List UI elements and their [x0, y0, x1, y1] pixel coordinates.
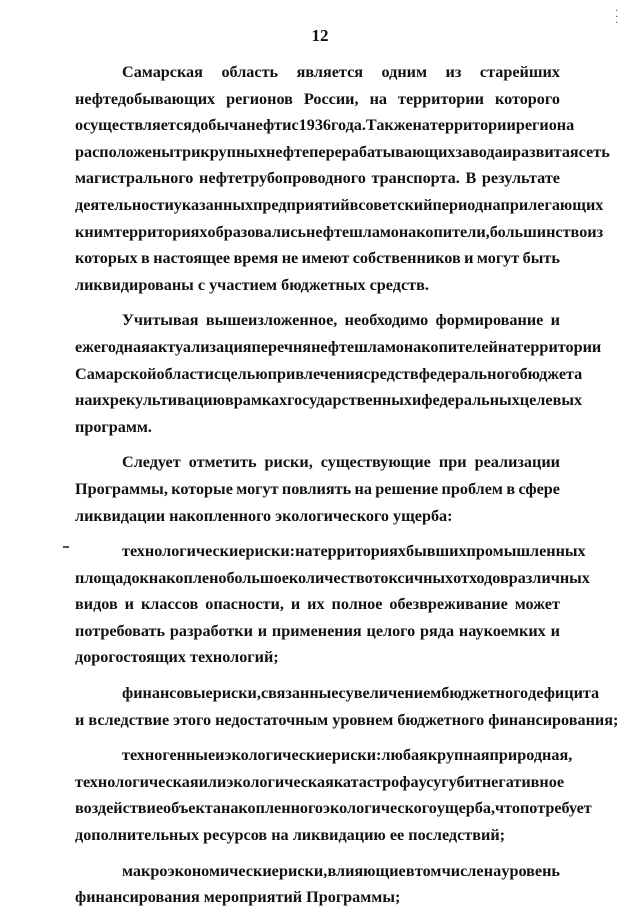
word: быть	[522, 249, 560, 268]
word: с	[213, 364, 222, 383]
word: территории	[429, 116, 516, 135]
word: осуществляется	[75, 116, 192, 135]
word: Учитывая	[122, 311, 199, 330]
word: территории	[515, 337, 602, 356]
word: нефтеперерабатывающих	[266, 142, 456, 161]
word: имеют	[301, 249, 350, 268]
word: деятельности	[75, 195, 174, 214]
word: перечня	[251, 337, 312, 356]
word: завода	[455, 142, 503, 161]
word: которые	[171, 479, 233, 498]
paragraph	[75, 449, 560, 529]
word: Следует	[122, 453, 181, 472]
word: область	[221, 63, 279, 81]
word: и	[290, 595, 301, 614]
word: или	[198, 772, 227, 791]
word: сеть	[578, 142, 610, 161]
word: при	[438, 453, 467, 472]
word: образовались	[207, 222, 307, 241]
word: экологическая	[226, 772, 334, 791]
word: ущерба,	[436, 799, 496, 818]
word: и	[215, 746, 225, 765]
word: повлиять	[281, 479, 352, 498]
word: токсичных	[372, 568, 454, 587]
word: федерального	[418, 364, 520, 383]
word: их	[307, 595, 325, 614]
word: в	[349, 195, 359, 214]
word: собственников	[352, 249, 461, 268]
word: целевых	[519, 391, 583, 410]
word: и	[550, 311, 560, 330]
word: может	[514, 595, 560, 614]
text-line: программ.	[75, 417, 152, 436]
paragraph	[75, 858, 560, 911]
word: советский	[358, 195, 433, 214]
text-line	[75, 538, 586, 565]
paragraph	[75, 538, 590, 671]
text-line: ликвидированы с участием бюджетных средств.	[75, 275, 429, 294]
word: в	[506, 479, 516, 498]
word: крупных	[200, 142, 267, 161]
text-line	[75, 219, 604, 246]
word: года.	[331, 116, 366, 135]
word: решение	[375, 479, 439, 498]
word: ним	[84, 222, 115, 241]
paragraph-gap	[75, 440, 560, 449]
word: период	[432, 195, 484, 214]
word: риски:	[331, 746, 382, 765]
word: из	[587, 222, 604, 241]
word: существующие	[320, 453, 431, 472]
word: настоящее	[153, 249, 231, 268]
word: которых	[75, 249, 138, 268]
text-line	[75, 795, 592, 822]
word: классов	[140, 595, 199, 614]
word: три	[173, 142, 201, 161]
word: и	[257, 621, 268, 640]
word: формирование	[435, 311, 544, 330]
text-line	[75, 387, 583, 414]
word: федеральных	[421, 391, 520, 410]
word: отходов	[453, 568, 509, 587]
paragraph	[75, 307, 602, 440]
word: на	[483, 195, 501, 214]
word: необходимо	[344, 311, 429, 330]
word: реализации	[474, 453, 560, 472]
word: магистрального	[75, 169, 194, 188]
word: макроэкономические	[122, 861, 279, 880]
text-line: дорогостоящих технологий;	[75, 648, 279, 667]
word: целью	[221, 364, 268, 383]
word: катастрофа	[333, 772, 419, 791]
word: ежегодная	[75, 337, 150, 356]
word: площадок	[75, 568, 149, 587]
word: любая	[381, 746, 428, 765]
text-line	[75, 139, 610, 166]
word: большинство	[489, 222, 588, 241]
word: влияющие	[327, 861, 406, 880]
word: различных	[508, 568, 590, 587]
word: их	[92, 391, 110, 410]
word: потребует	[519, 799, 592, 818]
word: что	[495, 799, 520, 818]
body-text	[75, 59, 619, 911]
word: не	[281, 249, 299, 268]
word: количество	[288, 568, 373, 587]
word: проблем	[441, 479, 503, 498]
word: нефтедобывающих	[75, 89, 216, 108]
word: дефицита	[528, 684, 600, 703]
word: том	[414, 861, 442, 880]
word: нефтешламонакопителей	[311, 337, 498, 356]
paragraph-gap	[75, 529, 560, 538]
word: является	[296, 63, 364, 81]
word: привлечения	[267, 364, 364, 383]
word: и	[124, 595, 134, 614]
paragraph	[75, 59, 610, 298]
text-line	[75, 618, 560, 645]
word: в	[141, 249, 150, 268]
word: финансовые	[122, 684, 213, 703]
word: время	[233, 249, 279, 268]
word: бюджета	[519, 364, 583, 383]
word: риски,	[264, 453, 313, 472]
word: воздействие	[75, 799, 164, 818]
word: региона	[515, 116, 575, 135]
word: результате	[481, 169, 560, 188]
word: Самарская	[122, 63, 203, 81]
text-line	[75, 59, 560, 86]
word: риски,	[212, 684, 261, 703]
word: опасности,	[205, 595, 284, 614]
word: области	[156, 364, 214, 383]
text-line	[75, 192, 604, 219]
word: России,	[303, 89, 359, 108]
word: указанных	[173, 195, 254, 214]
text-line	[75, 742, 573, 769]
word: крупная	[427, 746, 490, 765]
word: государственных	[287, 391, 412, 410]
word: рекультивацию	[109, 391, 225, 410]
word: наукоемких	[458, 621, 546, 640]
word: Самарской	[75, 364, 157, 383]
word: средств	[363, 364, 419, 383]
word: в	[224, 391, 234, 410]
word: обезвреживание	[389, 595, 508, 614]
word: связанные	[260, 684, 339, 703]
text-line	[75, 112, 575, 139]
word: сфере	[518, 479, 560, 498]
word: усугубит	[418, 772, 482, 791]
word: старейших	[479, 63, 560, 81]
text-line	[75, 769, 565, 796]
word: целого	[366, 621, 416, 640]
word: из	[445, 63, 462, 81]
word: экологического	[323, 799, 437, 818]
paragraph-gap	[75, 849, 560, 858]
text-line: дополнительных ресурсов на ликвидацию ее последствий;	[75, 826, 506, 845]
word: применения	[271, 621, 362, 640]
word: нефтетрубопроводного	[199, 169, 366, 188]
word: на	[295, 542, 313, 561]
word: ряда	[420, 621, 455, 640]
word: могут	[236, 479, 279, 498]
text-line	[75, 245, 560, 272]
text-line	[75, 680, 600, 707]
word: экологические	[224, 746, 332, 765]
word: актуализация	[149, 337, 252, 356]
text-line: и вследствие этого недостаточным уровнем бюджетного финансирования;	[75, 710, 619, 729]
word: числе	[441, 861, 484, 880]
word: полное	[331, 595, 383, 614]
word: прилегающих	[500, 195, 604, 214]
text-line	[75, 591, 560, 618]
word: могут	[476, 249, 520, 268]
word: вышеизложенное,	[205, 311, 338, 330]
word: на	[369, 89, 387, 108]
word: В	[465, 169, 477, 188]
word: бюджетного	[441, 684, 529, 703]
paragraph	[75, 680, 619, 733]
word: бывших	[405, 542, 467, 561]
word: в	[405, 861, 415, 880]
word: технологическая	[75, 772, 199, 791]
paragraph	[75, 742, 592, 848]
word: уровень	[501, 861, 560, 880]
word: на	[497, 337, 516, 356]
word: риски,	[279, 861, 328, 880]
word: видов	[75, 595, 118, 614]
word: и	[502, 142, 512, 161]
word: и	[411, 391, 422, 410]
word: рамках	[233, 391, 288, 410]
word: увеличением	[345, 684, 442, 703]
paragraph-gap	[75, 733, 560, 742]
text-line: ликвидации накопленного экологического ущерба:	[75, 506, 453, 525]
word: риски:	[245, 542, 296, 561]
word: территориях	[114, 222, 208, 241]
text-line	[75, 165, 560, 192]
word: накопленного	[221, 799, 324, 818]
word: на	[412, 116, 430, 135]
text-line	[75, 476, 560, 503]
word: добыча	[192, 116, 247, 135]
text-line	[75, 449, 560, 476]
word: и	[550, 621, 560, 640]
word: накоплено	[148, 568, 227, 587]
word: на	[354, 479, 372, 498]
text-line	[75, 307, 560, 334]
word: нефти	[246, 116, 292, 135]
scan-artifact-mark	[63, 546, 69, 548]
word: расположены	[75, 142, 174, 161]
paragraph-gap	[75, 671, 560, 680]
word: промышленных	[466, 542, 586, 561]
text-line	[75, 858, 560, 885]
word: на	[483, 861, 502, 880]
text-line	[75, 86, 560, 113]
text-line	[75, 334, 602, 361]
word: негативное	[481, 772, 565, 791]
word: Программы,	[75, 479, 168, 498]
word: предприятий	[253, 195, 350, 214]
word: техногенные	[122, 746, 216, 765]
word: отметить	[188, 453, 257, 472]
word: регионов	[226, 89, 293, 108]
text-line: финансирования мероприятий Программы;	[75, 888, 401, 907]
word: объекта	[163, 799, 222, 818]
word: территории	[398, 89, 484, 108]
word: одним	[381, 63, 428, 81]
word: технологические	[122, 542, 246, 561]
word: с	[338, 684, 346, 703]
paragraph-gap	[75, 298, 560, 307]
word: на	[75, 391, 93, 410]
word: нефтешламонакопители,	[306, 222, 490, 241]
text-line	[75, 361, 583, 388]
word: потребовать	[75, 621, 166, 640]
page-number: 12	[311, 26, 329, 45]
word: и	[464, 249, 474, 268]
text-line	[75, 565, 590, 592]
word: развитая	[512, 142, 579, 161]
word: 1936	[298, 116, 332, 135]
word: разработки	[169, 621, 253, 640]
word: большое	[226, 568, 289, 587]
word: Также	[365, 116, 413, 135]
word: с	[291, 116, 299, 135]
word: к	[75, 222, 85, 241]
word: транспорта.	[371, 169, 460, 188]
word: которого	[494, 89, 560, 108]
word: природная,	[489, 746, 573, 765]
scan-corner-mark: . . .	[615, 3, 618, 26]
word: территориях	[312, 542, 406, 561]
